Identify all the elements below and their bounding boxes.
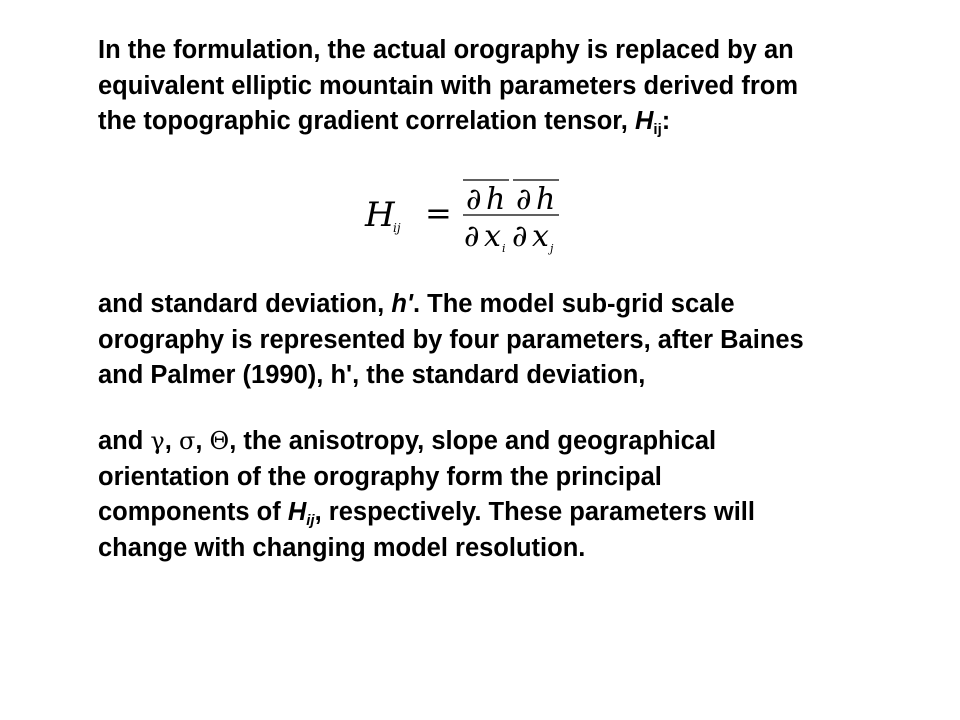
- tensor-subscript: ij: [653, 121, 662, 138]
- denominator-1-var: x: [484, 219, 501, 254]
- deviation-line-1: [98, 287, 918, 323]
- deviation-line-1-suffix: . The model sub-grid scale: [412, 290, 735, 318]
- intro-paragraph: [98, 33, 918, 140]
- intro-line-1: In the formulation, the actual orography is replaced by an: [98, 36, 794, 64]
- denominator-2-subscript: j: [550, 242, 554, 255]
- equation-lhs-subscript: ij: [393, 221, 401, 235]
- parameters-line-3: [98, 495, 918, 531]
- parameters-line-4: change with changing model resolution.: [98, 533, 586, 562]
- parameters-line-1: [98, 424, 918, 460]
- parameters-paragraph: [98, 424, 918, 566]
- parameters-line-2: orientation of the orography form the principal: [98, 462, 662, 491]
- equation-graphic: [355, 172, 575, 258]
- intro-colon: :: [661, 107, 671, 135]
- parameters-line-1-prefix: and: [98, 427, 151, 455]
- intro-line-2: equivalent elliptic mountain with parameters derived from: [98, 71, 798, 100]
- parameters-line-3-prefix: components of: [98, 498, 288, 526]
- tensor-subscript-2: ij: [306, 512, 315, 529]
- deviation-line-2: orography is represented by four parameters, after Baines: [98, 325, 804, 354]
- theta-symbol: Θ: [209, 427, 230, 455]
- equation-lhs-symbol: H: [365, 195, 395, 235]
- denominator-2-partial: ∂: [512, 219, 528, 254]
- numerator-1-var: h: [486, 182, 506, 217]
- separator-2: ,: [195, 427, 210, 455]
- intro-line-3: [98, 104, 918, 140]
- deviation-line-3: and Palmer (1990), h', the standard deviation,: [98, 361, 646, 389]
- denominator-1-subscript: i: [502, 242, 506, 255]
- deviation-line-1-text: and standard deviation,: [98, 290, 392, 318]
- parameters-line-1-suffix: , the anisotropy, slope and geographical: [229, 427, 717, 455]
- denominator-2-var: x: [532, 219, 549, 254]
- deviation-symbol: h': [391, 290, 413, 318]
- intro-line-3-text: the topographic gradient correlation tensor,: [98, 107, 635, 135]
- gamma-symbol: γ: [150, 427, 165, 455]
- tensor-symbol: H: [634, 107, 654, 135]
- numerator-2-var: h: [536, 182, 556, 217]
- sigma-symbol: σ: [178, 427, 196, 455]
- numerator-1-partial: ∂: [466, 182, 482, 217]
- tensor-equation: [355, 172, 575, 258]
- parameters-line-3-suffix: , respectively. These parameters will: [314, 498, 755, 526]
- denominator-1-partial: ∂: [464, 219, 480, 254]
- tensor-symbol-2: H: [287, 498, 307, 526]
- separator-1: ,: [164, 427, 179, 455]
- equation-equals-sign: =: [425, 194, 452, 232]
- deviation-paragraph: [98, 287, 918, 394]
- numerator-2-partial: ∂: [516, 182, 532, 217]
